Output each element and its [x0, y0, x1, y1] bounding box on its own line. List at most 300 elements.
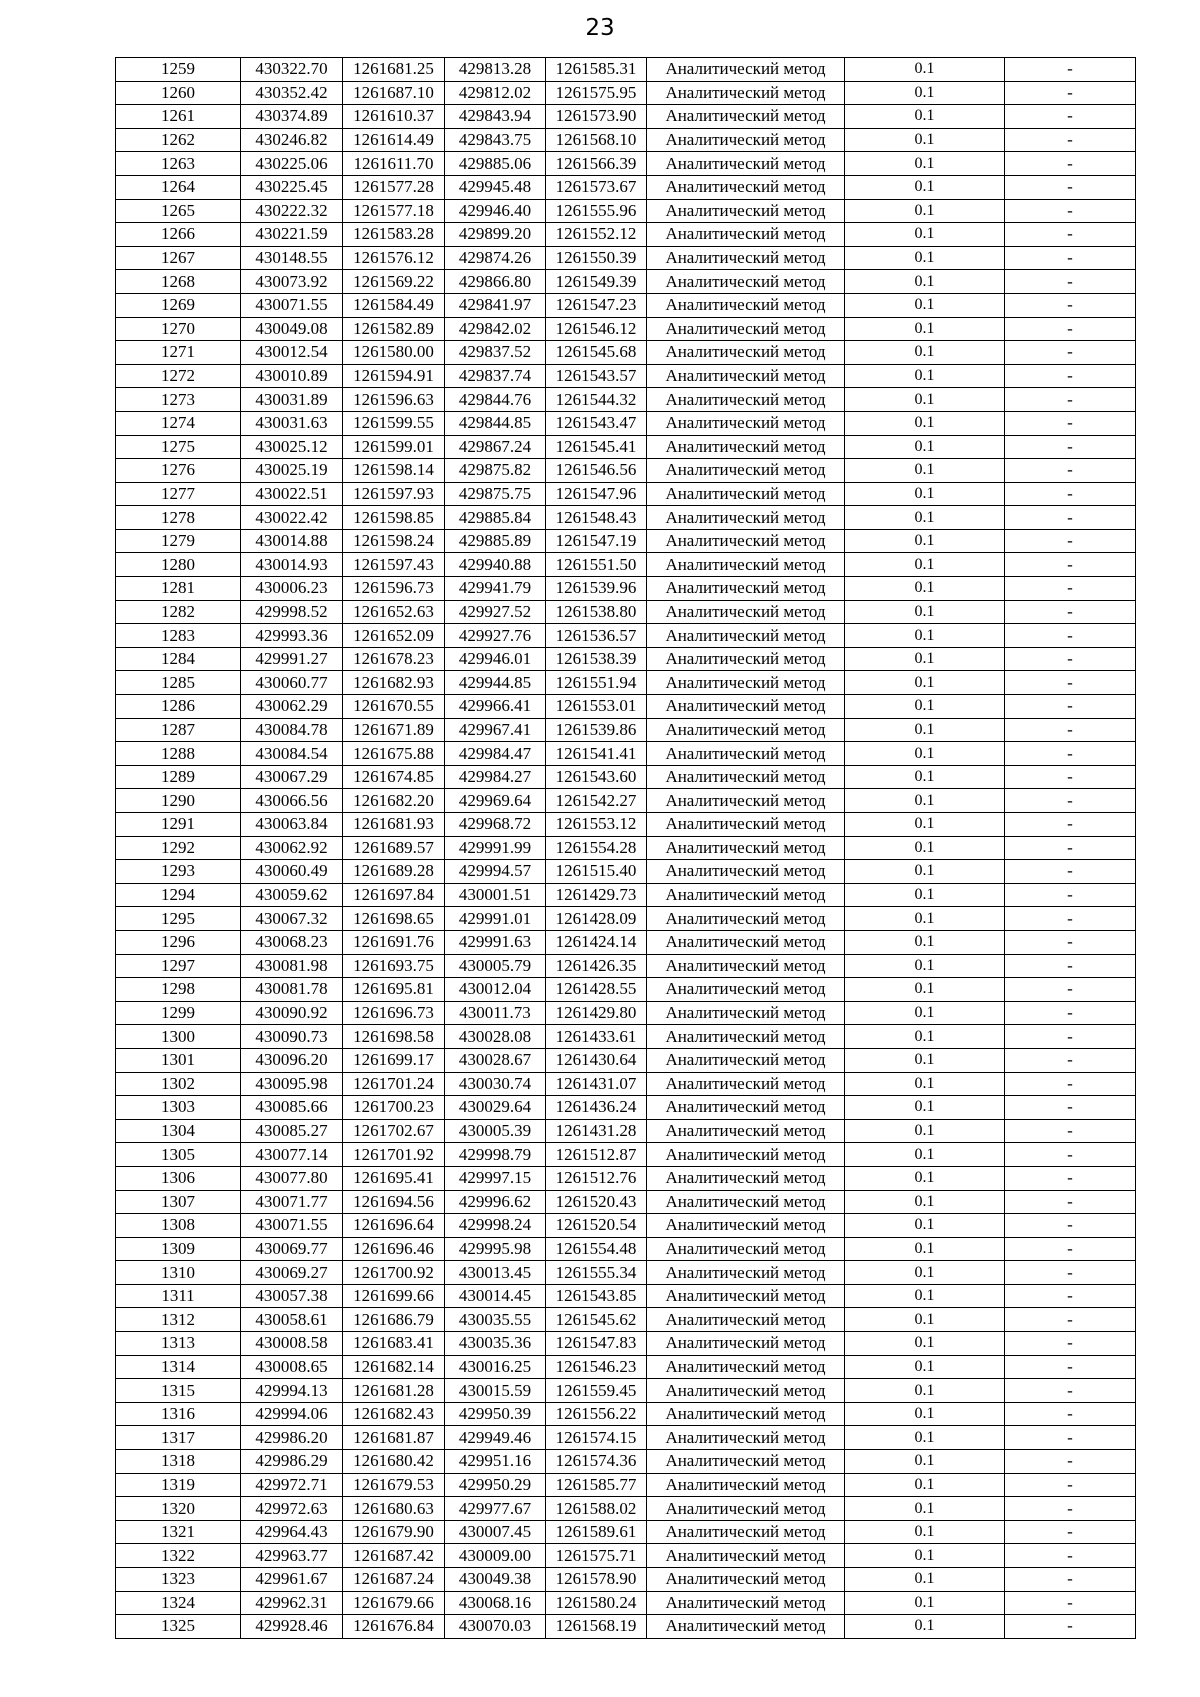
x2-coordinate-cell: 430013.45: [445, 1261, 546, 1285]
table-row: [116, 459, 1136, 483]
note-cell: -: [1005, 152, 1136, 176]
accuracy-cell: 0.1: [845, 1001, 1005, 1025]
page-number: 23: [585, 15, 615, 41]
accuracy-cell: 0.1: [845, 105, 1005, 129]
note-cell: -: [1005, 529, 1136, 553]
point-number-cell: 1263: [116, 152, 241, 176]
point-number-cell: 1307: [116, 1190, 241, 1214]
point-number-cell: 1268: [116, 270, 241, 294]
accuracy-cell: 0.1: [845, 600, 1005, 624]
method-cell: Аналитический метод: [647, 1025, 845, 1049]
accuracy-cell: 0.1: [845, 1096, 1005, 1120]
y-coordinate-cell: 1261652.09: [343, 624, 445, 648]
note-cell: -: [1005, 671, 1136, 695]
accuracy-cell: 0.1: [845, 765, 1005, 789]
table-row: [116, 223, 1136, 247]
accuracy-cell: 0.1: [845, 1568, 1005, 1592]
note-cell: -: [1005, 836, 1136, 860]
point-number-cell: 1301: [116, 1048, 241, 1072]
y-coordinate-cell: 1261599.01: [343, 435, 445, 459]
y2-coordinate-cell: 1261551.50: [546, 553, 647, 577]
x2-coordinate-cell: 430014.45: [445, 1284, 546, 1308]
table-row: [116, 388, 1136, 412]
method-cell: Аналитический метод: [647, 506, 845, 530]
accuracy-cell: 0.1: [845, 128, 1005, 152]
point-number-cell: 1274: [116, 411, 241, 435]
table-row: [116, 718, 1136, 742]
x-coordinate-cell: 430068.23: [241, 930, 343, 954]
accuracy-cell: 0.1: [845, 1166, 1005, 1190]
method-cell: Аналитический метод: [647, 1520, 845, 1544]
accuracy-cell: 0.1: [845, 435, 1005, 459]
method-cell: Аналитический метод: [647, 954, 845, 978]
table-row: [116, 341, 1136, 365]
y-coordinate-cell: 1261687.10: [343, 81, 445, 105]
point-number-cell: 1319: [116, 1473, 241, 1497]
accuracy-cell: 0.1: [845, 317, 1005, 341]
point-number-cell: 1313: [116, 1332, 241, 1356]
y-coordinate-cell: 1261599.55: [343, 411, 445, 435]
accuracy-cell: 0.1: [845, 1261, 1005, 1285]
point-number-cell: 1324: [116, 1591, 241, 1615]
point-number-cell: 1320: [116, 1497, 241, 1521]
x2-coordinate-cell: 429885.06: [445, 152, 546, 176]
note-cell: -: [1005, 1261, 1136, 1285]
point-number-cell: 1321: [116, 1520, 241, 1544]
table-row: [116, 883, 1136, 907]
y-coordinate-cell: 1261681.93: [343, 813, 445, 837]
table-row: [116, 1072, 1136, 1096]
x2-coordinate-cell: 430049.38: [445, 1568, 546, 1592]
point-number-cell: 1282: [116, 600, 241, 624]
y2-coordinate-cell: 1261542.27: [546, 789, 647, 813]
note-cell: -: [1005, 246, 1136, 270]
accuracy-cell: 0.1: [845, 388, 1005, 412]
y2-coordinate-cell: 1261585.31: [546, 58, 647, 82]
x-coordinate-cell: 430010.89: [241, 364, 343, 388]
method-cell: Аналитический метод: [647, 529, 845, 553]
y2-coordinate-cell: 1261574.15: [546, 1426, 647, 1450]
table-row: [116, 529, 1136, 553]
method-cell: Аналитический метод: [647, 1237, 845, 1261]
table-row: [116, 624, 1136, 648]
y2-coordinate-cell: 1261580.24: [546, 1591, 647, 1615]
x-coordinate-cell: 429961.67: [241, 1568, 343, 1592]
point-number-cell: 1293: [116, 860, 241, 884]
accuracy-cell: 0.1: [845, 1544, 1005, 1568]
table-row: [116, 482, 1136, 506]
y-coordinate-cell: 1261682.14: [343, 1355, 445, 1379]
table-row: [116, 199, 1136, 223]
y2-coordinate-cell: 1261585.77: [546, 1473, 647, 1497]
point-number-cell: 1271: [116, 341, 241, 365]
y2-coordinate-cell: 1261543.57: [546, 364, 647, 388]
table-row: [116, 1497, 1136, 1521]
x2-coordinate-cell: 429844.85: [445, 411, 546, 435]
point-number-cell: 1285: [116, 671, 241, 695]
method-cell: Аналитический метод: [647, 175, 845, 199]
x2-coordinate-cell: 429946.01: [445, 647, 546, 671]
note-cell: -: [1005, 883, 1136, 907]
y2-coordinate-cell: 1261552.12: [546, 223, 647, 247]
y-coordinate-cell: 1261582.89: [343, 317, 445, 341]
y2-coordinate-cell: 1261548.43: [546, 506, 647, 530]
note-cell: -: [1005, 1544, 1136, 1568]
y2-coordinate-cell: 1261578.90: [546, 1568, 647, 1592]
point-number-cell: 1294: [116, 883, 241, 907]
method-cell: Аналитический метод: [647, 223, 845, 247]
point-number-cell: 1323: [116, 1568, 241, 1592]
accuracy-cell: 0.1: [845, 246, 1005, 270]
table-row: [116, 789, 1136, 813]
note-cell: -: [1005, 317, 1136, 341]
y2-coordinate-cell: 1261547.23: [546, 293, 647, 317]
accuracy-cell: 0.1: [845, 647, 1005, 671]
note-cell: -: [1005, 482, 1136, 506]
y2-coordinate-cell: 1261550.39: [546, 246, 647, 270]
x2-coordinate-cell: 430007.45: [445, 1520, 546, 1544]
note-cell: -: [1005, 907, 1136, 931]
x2-coordinate-cell: 429991.99: [445, 836, 546, 860]
table-row: [116, 765, 1136, 789]
x2-coordinate-cell: 429995.98: [445, 1237, 546, 1261]
table-row: [116, 1308, 1136, 1332]
point-number-cell: 1260: [116, 81, 241, 105]
table-row: [116, 1166, 1136, 1190]
table-row: [116, 647, 1136, 671]
accuracy-cell: 0.1: [845, 459, 1005, 483]
method-cell: Аналитический метод: [647, 81, 845, 105]
point-number-cell: 1261: [116, 105, 241, 129]
x-coordinate-cell: 430060.49: [241, 860, 343, 884]
table-row: [116, 954, 1136, 978]
point-number-cell: 1272: [116, 364, 241, 388]
accuracy-cell: 0.1: [845, 1402, 1005, 1426]
accuracy-cell: 0.1: [845, 1426, 1005, 1450]
accuracy-cell: 0.1: [845, 1284, 1005, 1308]
point-number-cell: 1277: [116, 482, 241, 506]
note-cell: -: [1005, 1119, 1136, 1143]
x2-coordinate-cell: 430015.59: [445, 1379, 546, 1403]
table-row: [116, 317, 1136, 341]
accuracy-cell: 0.1: [845, 1615, 1005, 1639]
method-cell: Аналитический метод: [647, 105, 845, 129]
note-cell: -: [1005, 105, 1136, 129]
accuracy-cell: 0.1: [845, 1355, 1005, 1379]
point-number-cell: 1302: [116, 1072, 241, 1096]
x-coordinate-cell: 430012.54: [241, 341, 343, 365]
method-cell: Аналитический метод: [647, 553, 845, 577]
method-cell: Аналитический метод: [647, 1284, 845, 1308]
y2-coordinate-cell: 1261545.62: [546, 1308, 647, 1332]
x-coordinate-cell: 430148.55: [241, 246, 343, 270]
x-coordinate-cell: 429994.06: [241, 1402, 343, 1426]
y-coordinate-cell: 1261689.57: [343, 836, 445, 860]
method-cell: Аналитический метод: [647, 1214, 845, 1238]
table-row: [116, 813, 1136, 837]
note-cell: -: [1005, 435, 1136, 459]
x2-coordinate-cell: 429927.52: [445, 600, 546, 624]
accuracy-cell: 0.1: [845, 954, 1005, 978]
accuracy-cell: 0.1: [845, 1072, 1005, 1096]
x-coordinate-cell: 430352.42: [241, 81, 343, 105]
x-coordinate-cell: 430246.82: [241, 128, 343, 152]
y2-coordinate-cell: 1261431.28: [546, 1119, 647, 1143]
accuracy-cell: 0.1: [845, 860, 1005, 884]
point-number-cell: 1270: [116, 317, 241, 341]
point-number-cell: 1310: [116, 1261, 241, 1285]
x-coordinate-cell: 430062.29: [241, 695, 343, 719]
x-coordinate-cell: 429993.36: [241, 624, 343, 648]
table-row: [116, 1119, 1136, 1143]
method-cell: Аналитический метод: [647, 1544, 845, 1568]
y-coordinate-cell: 1261680.63: [343, 1497, 445, 1521]
y2-coordinate-cell: 1261520.54: [546, 1214, 647, 1238]
accuracy-cell: 0.1: [845, 58, 1005, 82]
point-number-cell: 1262: [116, 128, 241, 152]
x-coordinate-cell: 430062.92: [241, 836, 343, 860]
table-row: [116, 695, 1136, 719]
accuracy-cell: 0.1: [845, 1025, 1005, 1049]
y-coordinate-cell: 1261697.84: [343, 883, 445, 907]
y-coordinate-cell: 1261679.53: [343, 1473, 445, 1497]
y-coordinate-cell: 1261682.93: [343, 671, 445, 695]
note-cell: -: [1005, 270, 1136, 294]
x-coordinate-cell: 430084.78: [241, 718, 343, 742]
x-coordinate-cell: 429991.27: [241, 647, 343, 671]
method-cell: Аналитический метод: [647, 1615, 845, 1639]
y-coordinate-cell: 1261700.23: [343, 1096, 445, 1120]
x2-coordinate-cell: 429984.47: [445, 742, 546, 766]
y-coordinate-cell: 1261597.93: [343, 482, 445, 506]
x-coordinate-cell: 430374.89: [241, 105, 343, 129]
x-coordinate-cell: 430066.56: [241, 789, 343, 813]
x-coordinate-cell: 430014.88: [241, 529, 343, 553]
table-row: [116, 1402, 1136, 1426]
y2-coordinate-cell: 1261545.41: [546, 435, 647, 459]
accuracy-cell: 0.1: [845, 813, 1005, 837]
accuracy-cell: 0.1: [845, 789, 1005, 813]
table-row: [116, 1450, 1136, 1474]
point-number-cell: 1281: [116, 577, 241, 601]
x2-coordinate-cell: 429885.89: [445, 529, 546, 553]
method-cell: Аналитический метод: [647, 907, 845, 931]
x2-coordinate-cell: 429875.82: [445, 459, 546, 483]
x2-coordinate-cell: 429885.84: [445, 506, 546, 530]
x2-coordinate-cell: 430005.79: [445, 954, 546, 978]
y-coordinate-cell: 1261681.87: [343, 1426, 445, 1450]
table-row: [116, 1001, 1136, 1025]
table-body: [116, 58, 1136, 1639]
y2-coordinate-cell: 1261546.12: [546, 317, 647, 341]
point-number-cell: 1296: [116, 930, 241, 954]
x-coordinate-cell: 429994.13: [241, 1379, 343, 1403]
method-cell: Аналитический метод: [647, 1072, 845, 1096]
y-coordinate-cell: 1261698.65: [343, 907, 445, 931]
y-coordinate-cell: 1261687.42: [343, 1544, 445, 1568]
note-cell: -: [1005, 647, 1136, 671]
y2-coordinate-cell: 1261556.22: [546, 1402, 647, 1426]
y2-coordinate-cell: 1261545.68: [546, 341, 647, 365]
point-number-cell: 1322: [116, 1544, 241, 1568]
table-row: [116, 81, 1136, 105]
x-coordinate-cell: 430069.27: [241, 1261, 343, 1285]
point-number-cell: 1275: [116, 435, 241, 459]
accuracy-cell: 0.1: [845, 1237, 1005, 1261]
method-cell: Аналитический метод: [647, 58, 845, 82]
note-cell: -: [1005, 459, 1136, 483]
x-coordinate-cell: 430071.55: [241, 1214, 343, 1238]
x-coordinate-cell: 429986.20: [241, 1426, 343, 1450]
point-number-cell: 1311: [116, 1284, 241, 1308]
y2-coordinate-cell: 1261555.34: [546, 1261, 647, 1285]
y-coordinate-cell: 1261680.42: [343, 1450, 445, 1474]
table-row: [116, 553, 1136, 577]
method-cell: Аналитический метод: [647, 128, 845, 152]
note-cell: -: [1005, 978, 1136, 1002]
x-coordinate-cell: 430067.29: [241, 765, 343, 789]
y2-coordinate-cell: 1261428.55: [546, 978, 647, 1002]
table-row: [116, 742, 1136, 766]
x2-coordinate-cell: 429969.64: [445, 789, 546, 813]
y-coordinate-cell: 1261683.41: [343, 1332, 445, 1356]
note-cell: -: [1005, 1096, 1136, 1120]
table-row: [116, 1284, 1136, 1308]
point-number-cell: 1273: [116, 388, 241, 412]
x2-coordinate-cell: 429841.97: [445, 293, 546, 317]
note-cell: -: [1005, 600, 1136, 624]
method-cell: Аналитический метод: [647, 1308, 845, 1332]
table-row: [116, 152, 1136, 176]
accuracy-cell: 0.1: [845, 718, 1005, 742]
point-number-cell: 1317: [116, 1426, 241, 1450]
y-coordinate-cell: 1261689.28: [343, 860, 445, 884]
y-coordinate-cell: 1261679.90: [343, 1520, 445, 1544]
accuracy-cell: 0.1: [845, 506, 1005, 530]
x2-coordinate-cell: 429941.79: [445, 577, 546, 601]
note-cell: -: [1005, 223, 1136, 247]
y2-coordinate-cell: 1261544.32: [546, 388, 647, 412]
table-row: [116, 270, 1136, 294]
y-coordinate-cell: 1261679.66: [343, 1591, 445, 1615]
point-number-cell: 1309: [116, 1237, 241, 1261]
method-cell: Аналитический метод: [647, 199, 845, 223]
note-cell: -: [1005, 577, 1136, 601]
accuracy-cell: 0.1: [845, 1214, 1005, 1238]
x2-coordinate-cell: 430009.00: [445, 1544, 546, 1568]
note-cell: -: [1005, 364, 1136, 388]
y-coordinate-cell: 1261695.41: [343, 1166, 445, 1190]
x2-coordinate-cell: 429866.80: [445, 270, 546, 294]
note-cell: -: [1005, 1426, 1136, 1450]
note-cell: -: [1005, 1379, 1136, 1403]
method-cell: Аналитический метод: [647, 317, 845, 341]
x2-coordinate-cell: 429899.20: [445, 223, 546, 247]
table-row: [116, 364, 1136, 388]
accuracy-cell: 0.1: [845, 1119, 1005, 1143]
point-number-cell: 1295: [116, 907, 241, 931]
y-coordinate-cell: 1261596.63: [343, 388, 445, 412]
y2-coordinate-cell: 1261536.57: [546, 624, 647, 648]
note-cell: -: [1005, 58, 1136, 82]
method-cell: Аналитический метод: [647, 624, 845, 648]
method-cell: Аналитический метод: [647, 765, 845, 789]
y-coordinate-cell: 1261698.58: [343, 1025, 445, 1049]
x-coordinate-cell: 430022.42: [241, 506, 343, 530]
y2-coordinate-cell: 1261573.67: [546, 175, 647, 199]
method-cell: Аналитический метод: [647, 978, 845, 1002]
method-cell: Аналитический метод: [647, 695, 845, 719]
y2-coordinate-cell: 1261426.35: [546, 954, 647, 978]
y-coordinate-cell: 1261681.25: [343, 58, 445, 82]
method-cell: Аналитический метод: [647, 1001, 845, 1025]
y-coordinate-cell: 1261671.89: [343, 718, 445, 742]
method-cell: Аналитический метод: [647, 1450, 845, 1474]
x2-coordinate-cell: 429944.85: [445, 671, 546, 695]
table-row: [116, 293, 1136, 317]
x2-coordinate-cell: 429950.39: [445, 1402, 546, 1426]
note-cell: -: [1005, 1166, 1136, 1190]
method-cell: Аналитический метод: [647, 718, 845, 742]
x-coordinate-cell: 430006.23: [241, 577, 343, 601]
note-cell: -: [1005, 175, 1136, 199]
note-cell: -: [1005, 553, 1136, 577]
y2-coordinate-cell: 1261566.39: [546, 152, 647, 176]
x2-coordinate-cell: 430005.39: [445, 1119, 546, 1143]
x2-coordinate-cell: 430001.51: [445, 883, 546, 907]
note-cell: -: [1005, 1568, 1136, 1592]
x2-coordinate-cell: 430028.08: [445, 1025, 546, 1049]
x-coordinate-cell: 430063.84: [241, 813, 343, 837]
x2-coordinate-cell: 429867.24: [445, 435, 546, 459]
x-coordinate-cell: 430060.77: [241, 671, 343, 695]
point-number-cell: 1298: [116, 978, 241, 1002]
y-coordinate-cell: 1261610.37: [343, 105, 445, 129]
x-coordinate-cell: 429962.31: [241, 1591, 343, 1615]
x2-coordinate-cell: 429813.28: [445, 58, 546, 82]
y-coordinate-cell: 1261577.28: [343, 175, 445, 199]
accuracy-cell: 0.1: [845, 482, 1005, 506]
x2-coordinate-cell: 429874.26: [445, 246, 546, 270]
method-cell: Аналитический метод: [647, 152, 845, 176]
accuracy-cell: 0.1: [845, 270, 1005, 294]
point-number-cell: 1267: [116, 246, 241, 270]
method-cell: Аналитический метод: [647, 246, 845, 270]
x-coordinate-cell: 430322.70: [241, 58, 343, 82]
note-cell: -: [1005, 1308, 1136, 1332]
x-coordinate-cell: 430071.77: [241, 1190, 343, 1214]
method-cell: Аналитический метод: [647, 577, 845, 601]
y2-coordinate-cell: 1261429.80: [546, 1001, 647, 1025]
x2-coordinate-cell: 429950.29: [445, 1473, 546, 1497]
x-coordinate-cell: 430059.62: [241, 883, 343, 907]
accuracy-cell: 0.1: [845, 1450, 1005, 1474]
point-number-cell: 1269: [116, 293, 241, 317]
point-number-cell: 1288: [116, 742, 241, 766]
note-cell: -: [1005, 1520, 1136, 1544]
note-cell: -: [1005, 411, 1136, 435]
y2-coordinate-cell: 1261543.60: [546, 765, 647, 789]
x2-coordinate-cell: 429837.52: [445, 341, 546, 365]
y2-coordinate-cell: 1261546.23: [546, 1355, 647, 1379]
y2-coordinate-cell: 1261588.02: [546, 1497, 647, 1521]
table-row: [116, 128, 1136, 152]
y2-coordinate-cell: 1261559.45: [546, 1379, 647, 1403]
y2-coordinate-cell: 1261574.36: [546, 1450, 647, 1474]
x-coordinate-cell: 430095.98: [241, 1072, 343, 1096]
y-coordinate-cell: 1261681.28: [343, 1379, 445, 1403]
point-number-cell: 1305: [116, 1143, 241, 1167]
